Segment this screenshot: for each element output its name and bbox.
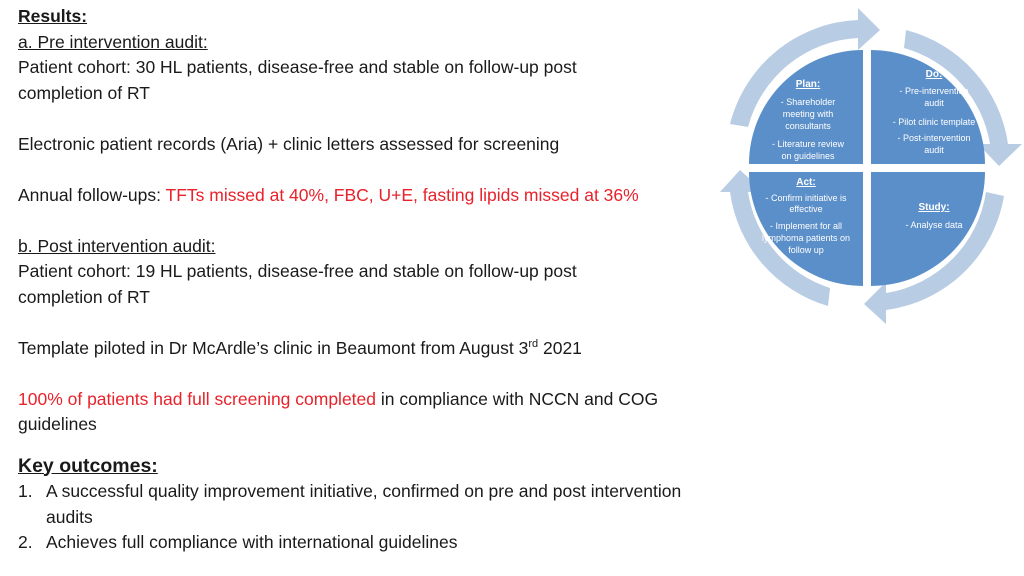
plan-line: consultants bbox=[785, 121, 831, 131]
outcome-line2: audits bbox=[46, 506, 93, 527]
post-audit-title: b. Post intervention audit: bbox=[18, 235, 216, 256]
pdsa-cycle-diagram bbox=[708, 6, 1024, 328]
template-prefix: Template piloted in Dr McArdle’s clinic in Beaumont from August 3 bbox=[18, 337, 529, 358]
plan-line: meeting with bbox=[782, 109, 834, 119]
pre-cohort-line1: Patient cohort: 30 HL patients, disease-free and stable on follow-up post bbox=[18, 57, 577, 77]
do-title: Do: bbox=[925, 69, 943, 80]
outcome-item bbox=[18, 530, 788, 556]
outcome-number: 1. bbox=[18, 481, 33, 501]
post-cohort-line2: completion of RT bbox=[18, 286, 150, 307]
plan-line: - Literature review bbox=[771, 139, 845, 149]
do-line: - Post-intervention bbox=[897, 133, 971, 143]
plan-line: on guidelines bbox=[781, 151, 835, 161]
template-sup: rd bbox=[528, 337, 539, 350]
outcome-item bbox=[18, 479, 788, 530]
do-line: audit bbox=[924, 145, 944, 155]
do-line: - Pre-intervention bbox=[899, 86, 969, 96]
post-cohort-line1: Patient cohort: 19 HL patients, disease-free and stable on follow-up post bbox=[18, 261, 577, 281]
do-line: - Pilot clinic template bbox=[892, 117, 976, 127]
act-line: effective bbox=[789, 204, 823, 214]
pre-followup bbox=[18, 183, 788, 209]
study-line: - Analyse data bbox=[905, 220, 963, 230]
compliance-rest: in compliance with NCCN and COG bbox=[376, 388, 659, 409]
results-heading: Results: bbox=[18, 6, 88, 26]
outcome-line1: A successful quality improvement initiative, confirmed on pre and post intervention bbox=[46, 481, 682, 501]
plan-line: - Shareholder bbox=[780, 97, 836, 107]
act-line: lymphoma patients on bbox=[761, 233, 851, 243]
do-line: audit bbox=[924, 98, 944, 108]
followup-label: Annual follow-ups: bbox=[18, 184, 166, 205]
act-line: follow up bbox=[788, 245, 824, 255]
template-piloted bbox=[18, 336, 788, 362]
act-title: Act: bbox=[796, 177, 816, 188]
compliance-line1 bbox=[18, 387, 788, 413]
pre-audit-title: a. Pre intervention audit: bbox=[18, 31, 208, 52]
outcome-line1: Achieves full compliance with international guidelines bbox=[46, 532, 458, 552]
results-text bbox=[18, 4, 788, 556]
key-outcomes-heading: Key outcomes: bbox=[18, 454, 158, 477]
pre-records: Electronic patient records (Aria) + clinic letters assessed for screening bbox=[18, 133, 560, 154]
pre-cohort-line2: completion of RT bbox=[18, 82, 150, 103]
compliance-line2: guidelines bbox=[18, 414, 97, 434]
template-suffix: 2021 bbox=[538, 337, 582, 358]
act-line: - Confirm initiative is bbox=[765, 193, 847, 203]
compliance-highlight: 100% of patients had full screening completed bbox=[18, 388, 377, 409]
outcome-number: 2. bbox=[18, 532, 33, 552]
key-outcomes-list bbox=[18, 479, 788, 556]
plan-title: Plan: bbox=[795, 79, 821, 90]
study-title: Study: bbox=[918, 202, 950, 213]
act-line: - Implement for all bbox=[769, 221, 843, 231]
followup-highlight: TFTs missed at 40%, FBC, U+E, fasting lipids missed at 36% bbox=[165, 184, 639, 205]
